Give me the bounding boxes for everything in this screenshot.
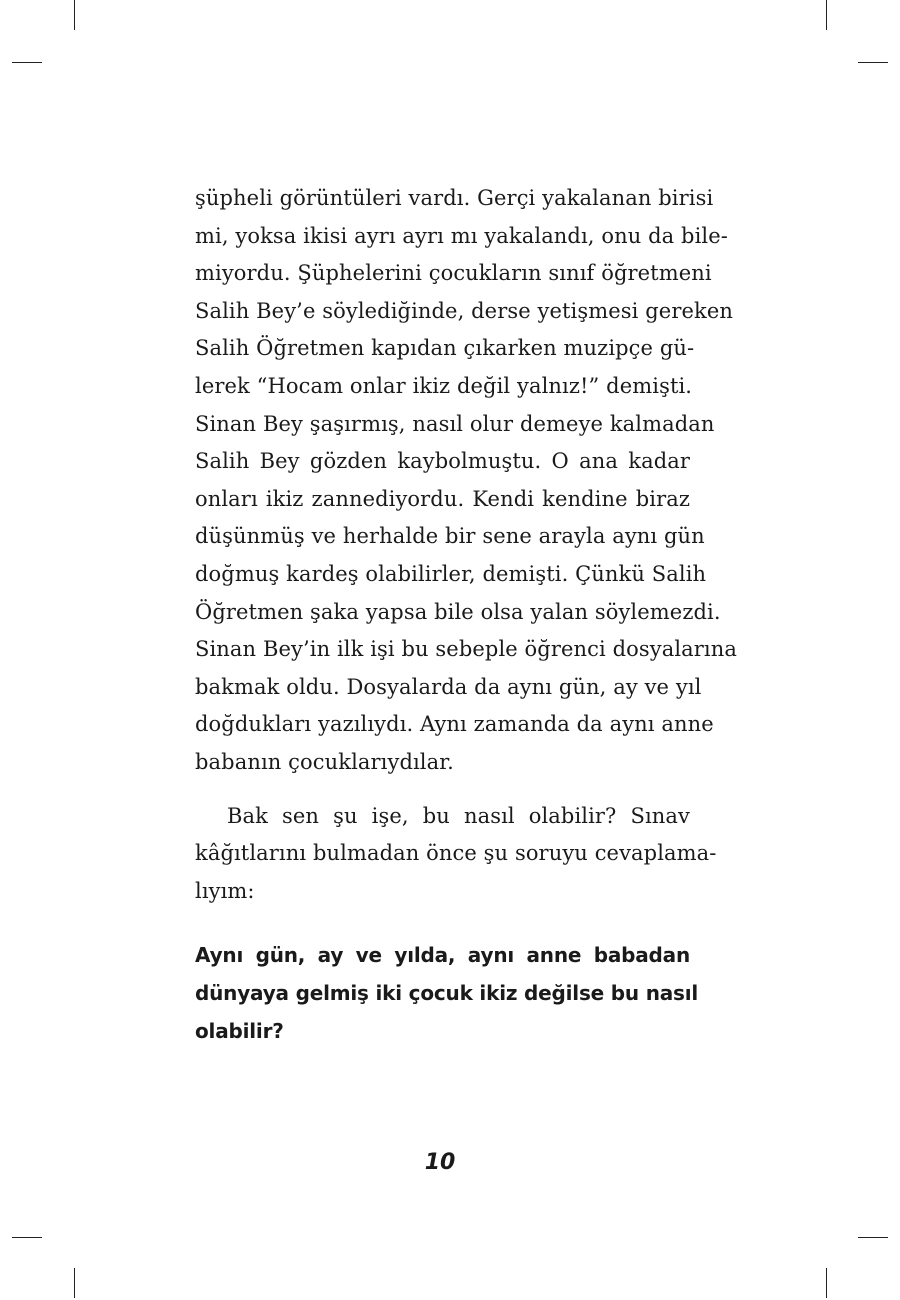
text-line: babanın çocuklarıydılar. [195, 749, 454, 774]
text-line: doğdukları yazılıydı. Aynı zamanda da aynı anne [195, 712, 714, 737]
text-line: Bak sen şu işe, bu nasıl olabilir? Sınav [227, 803, 690, 828]
page-number: 10 [424, 1150, 456, 1175]
crop-mark-top-left-horizontal [12, 62, 42, 63]
text-line: Öğretmen şaka yapsa bile olsa yalan söylemezdi. [195, 599, 721, 624]
crop-mark-bottom-right-horizontal [858, 1237, 888, 1238]
text-line: şüpheli görüntüleri vardı. Gerçi yakalanan birisi [195, 186, 714, 210]
text-line: bakmak oldu. Dosyalarda da aynı gün, ay ve yıl [195, 674, 702, 699]
text-line: düşünmüş ve herhalde bir sene arayla aynı gün [195, 524, 705, 549]
crop-mark-top-left-vertical [74, 0, 75, 30]
text-line: miyordu. Şüphelerini çocukların sınıf öğretmeni [195, 261, 712, 286]
text-line: kâğıtlarını bulmadan önce şu soruyu cevaplama- [195, 841, 717, 866]
text-line: Salih Öğretmen kapıdan çıkarken muzipçe gü- [195, 336, 695, 361]
question-line: olabilir? [195, 1019, 284, 1044]
crop-mark-top-right-vertical [826, 0, 827, 30]
text-line: mi, yoksa ikisi ayrı ayrı mı yakalandı, onu da bile- [195, 223, 728, 248]
body-text [195, 180, 737, 1050]
text-line: onları ikiz zannediyordu. Kendi kendine biraz [195, 486, 690, 511]
text-line: Salih Bey’e söylediğinde, derse yetişmesi gereken [195, 298, 733, 323]
question-line: Aynı gün, ay ve yılda, aynı anne babadan [195, 943, 690, 968]
text-line: doğmuş kardeş olabilirler, demişti. Çünkü Salih [195, 561, 707, 586]
text-line: Salih Bey gözden kaybolmuştu. O ana kadar [195, 449, 690, 474]
crop-mark-bottom-left-vertical [74, 1268, 75, 1298]
crop-mark-top-right-horizontal [858, 62, 888, 63]
crop-mark-bottom-right-vertical [826, 1268, 827, 1298]
paragraph-1 [195, 180, 737, 782]
text-line: lerek “Hocam onlar ikiz değil yalnız!” demişti. [195, 373, 693, 398]
text-line: lıyım: [195, 878, 255, 903]
text-line: Sinan Bey’in ilk işi bu sebeple öğrenci dosyalarına [195, 637, 737, 662]
question-line: dünyaya gelmiş iki çocuk ikiz değilse bu nasıl [195, 981, 699, 1006]
text-line: Sinan Bey şaşırmış, nasıl olur demeye kalmadan [195, 411, 715, 436]
crop-mark-bottom-left-horizontal [12, 1237, 42, 1238]
paragraph-2 [195, 798, 717, 911]
riddle-question [195, 936, 699, 1050]
